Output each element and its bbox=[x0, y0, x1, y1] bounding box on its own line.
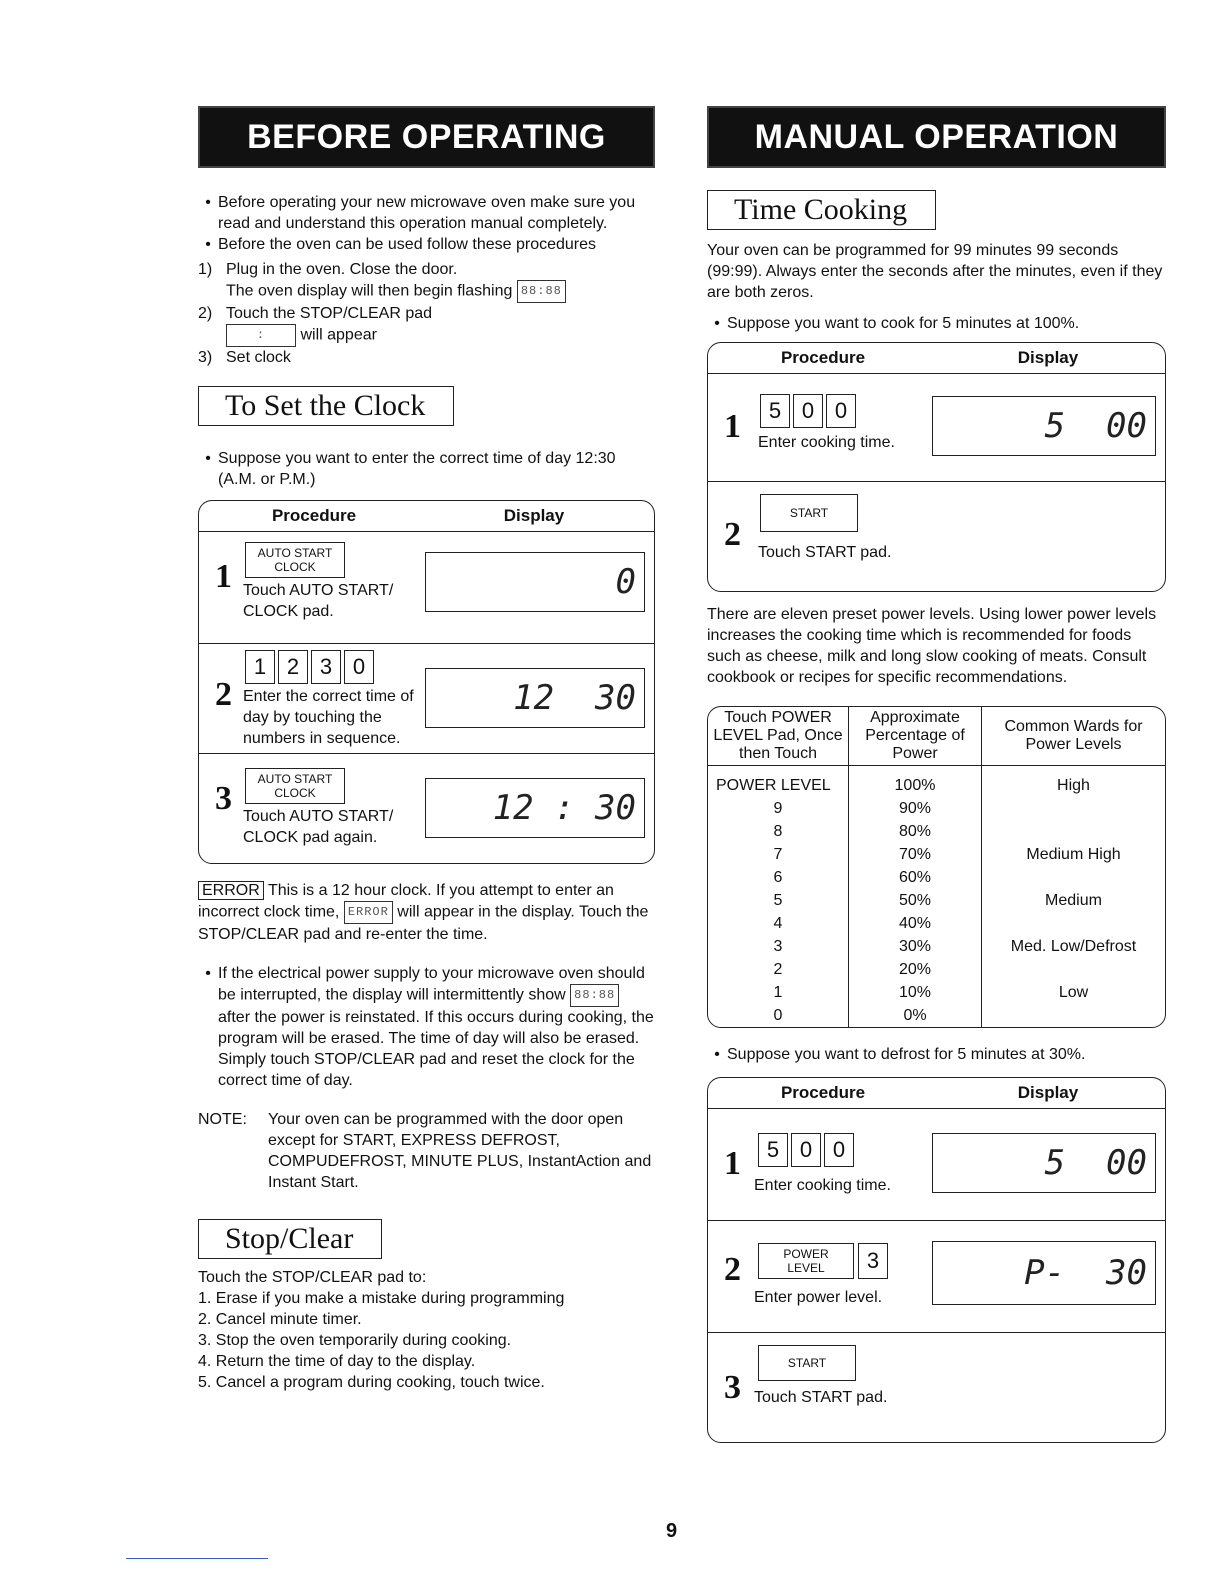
table-cell: 70% bbox=[849, 843, 982, 866]
table-row bbox=[708, 843, 1165, 866]
table-cell: 20% bbox=[849, 958, 982, 981]
table-cell: Low bbox=[1058, 984, 1089, 1001]
number-keys bbox=[245, 650, 374, 684]
number-key[interactable]: 0 bbox=[824, 1133, 854, 1167]
table-row bbox=[708, 889, 1165, 912]
defrost-step-3: 3 START Touch START pad. bbox=[708, 1333, 1165, 1443]
table-row bbox=[708, 797, 1165, 820]
left-column bbox=[198, 106, 655, 1393]
auto-start-clock-pad[interactable]: AUTO START CLOCK bbox=[245, 542, 345, 578]
table-cell: 40% bbox=[849, 912, 982, 935]
table-cell: 0% bbox=[849, 1004, 982, 1027]
procedure-header: Procedure Display bbox=[199, 501, 654, 532]
table-cell: Medium High bbox=[1026, 846, 1121, 863]
cook-procedure-box bbox=[707, 342, 1166, 592]
table-cell: 1 bbox=[708, 981, 849, 1004]
defrost-display-2: P- 30 bbox=[932, 1241, 1156, 1305]
table-cell: High bbox=[1057, 777, 1090, 794]
table-row bbox=[708, 912, 1165, 935]
cook-display-1: 5 00 bbox=[932, 396, 1156, 456]
number-keys bbox=[760, 394, 856, 428]
table-cell: 7 bbox=[708, 843, 849, 866]
page-number: 9 bbox=[666, 1520, 678, 1542]
table-cell: 60% bbox=[849, 866, 982, 889]
error-display: ERROR bbox=[344, 901, 393, 924]
intro-bullet: • Before the oven can be used follow these procedures bbox=[205, 236, 597, 253]
defrost-procedure-box bbox=[707, 1077, 1166, 1443]
table-cell bbox=[982, 820, 1166, 843]
flashing-display: 88:88 bbox=[517, 280, 566, 303]
power-interrupt-bullet: • If the electrical power supply to your microwave oven should be interrupted, the display will intermittently show 88:88 after the power is reinstated. If this occurs during cooking, the program will be erased. The time of day will also be erased. Simply touch STOP/CLEAR pad and reset the clock for the correct time of day. bbox=[205, 965, 654, 1089]
table-row bbox=[708, 981, 1165, 1004]
setup-step: 1) Plug in the oven. Close the door. bbox=[198, 261, 458, 278]
table-row bbox=[708, 935, 1165, 958]
stop-clear-item: 1. Erase if you make a mistake during programming bbox=[198, 1290, 565, 1307]
power-level-table bbox=[707, 706, 1166, 1028]
setup-step: 2) Touch the STOP/CLEAR pad bbox=[198, 305, 433, 322]
clock-display-3: 12 : 30 bbox=[425, 778, 645, 838]
intro-bullet: • Before operating your new microwave oven make sure you read and understand this operation manual completely. bbox=[205, 194, 636, 232]
table-cell: Medium bbox=[1045, 892, 1102, 909]
procedure-header: Procedure Display bbox=[708, 343, 1165, 374]
table-cell bbox=[982, 958, 1166, 981]
table-cell: 2 bbox=[708, 958, 849, 981]
right-column bbox=[707, 106, 1166, 1443]
note-paragraph: NOTE: Your oven can be programmed with the door open except for START, EXPRESS DEFROST, COMPUDEFROST, MINUTE PLUS, InstantAction and Instant Start. bbox=[198, 1111, 652, 1191]
cook-step-1: 1 5 0 0 Enter cooking time. 5 00 bbox=[708, 374, 1165, 482]
table-cell: 100% bbox=[849, 774, 982, 797]
manual-operation-banner: MANUAL OPERATION bbox=[707, 106, 1166, 168]
table-row bbox=[708, 1004, 1165, 1027]
number-key[interactable]: 5 bbox=[758, 1133, 788, 1167]
colon-display: : bbox=[226, 324, 296, 347]
number-key[interactable]: 0 bbox=[344, 650, 374, 684]
table-cell: 30% bbox=[849, 935, 982, 958]
setup-substep: : will appear bbox=[198, 324, 655, 347]
table-header: Touch POWER LEVEL Pad, Once then Touch bbox=[708, 707, 849, 766]
stop-clear-heading: Stop/Clear bbox=[198, 1219, 382, 1259]
time-cooking-intro: Your oven can be programmed for 99 minutes 99 seconds (99:99). Always enter the seconds after the minutes, even if they are both zeros. bbox=[707, 242, 1163, 301]
table-cell: 80% bbox=[849, 820, 982, 843]
stop-clear-intro: Touch the STOP/CLEAR pad to: bbox=[198, 1269, 427, 1286]
table-cell: 5 bbox=[708, 889, 849, 912]
stop-clear-item: 4. Return the time of day to the display. bbox=[198, 1353, 476, 1370]
number-key[interactable]: 0 bbox=[793, 394, 823, 428]
table-header: Approximate Percentage of Power bbox=[849, 707, 982, 766]
stop-clear-item: 3. Stop the oven temporarily during cooking. bbox=[198, 1332, 512, 1349]
number-key[interactable]: 3 bbox=[858, 1243, 888, 1279]
table-row bbox=[708, 866, 1165, 889]
table-cell: 3 bbox=[708, 935, 849, 958]
auto-start-clock-pad[interactable]: AUTO START CLOCK bbox=[245, 768, 345, 804]
stop-clear-item: 2. Cancel minute timer. bbox=[198, 1311, 362, 1328]
number-keys bbox=[758, 1133, 854, 1167]
table-cell bbox=[982, 1004, 1166, 1027]
table-cell: 9 bbox=[708, 797, 849, 820]
set-clock-heading: To Set the Clock bbox=[198, 386, 454, 426]
power-level-pad[interactable]: POWER LEVEL bbox=[758, 1243, 854, 1279]
clock-step-2: 2 1 2 3 0 Enter the correct time of day by touching the numbers in sequence. 12 30 bbox=[199, 644, 654, 754]
number-key[interactable]: 0 bbox=[791, 1133, 821, 1167]
table-cell: 8 bbox=[708, 820, 849, 843]
defrost-bullet: • Suppose you want to defrost for 5 minutes at 30%. bbox=[714, 1046, 1086, 1063]
table-cell: Med. Low/Defrost bbox=[1010, 938, 1137, 955]
table-cell: 90% bbox=[849, 797, 982, 820]
number-key[interactable]: 0 bbox=[826, 394, 856, 428]
footer-rule bbox=[126, 1558, 268, 1559]
cook-step-2: 2 START Touch START pad. bbox=[708, 482, 1165, 590]
defrost-step-1: 1 5 0 0 Enter cooking time. 5 00 bbox=[708, 1109, 1165, 1221]
setup-substep: The oven display will then begin flashing 88:88 bbox=[198, 280, 655, 303]
number-key[interactable]: 3 bbox=[311, 650, 341, 684]
cook-bullet: • Suppose you want to cook for 5 minutes at 100%. bbox=[714, 315, 1080, 332]
clock-bullet: • Suppose you want to enter the correct time of day 12:30 (A.M. or P.M.) bbox=[205, 450, 616, 488]
error-label: ERROR bbox=[198, 881, 264, 900]
start-pad[interactable]: START bbox=[760, 494, 858, 532]
setup-step: 3) Set clock bbox=[198, 349, 291, 366]
procedure-header: Procedure Display bbox=[708, 1078, 1165, 1109]
clock-display-2: 12 30 bbox=[425, 668, 645, 728]
table-cell: 50% bbox=[849, 889, 982, 912]
table-cell: 4 bbox=[708, 912, 849, 935]
table-header: Common Wards for Power Levels bbox=[1004, 718, 1143, 753]
table-cell: POWER LEVEL bbox=[708, 774, 849, 797]
clock-step-1: 1 AUTO START CLOCK Touch AUTO START/ CLOCK pad. 0 bbox=[199, 532, 654, 644]
clock-step-3: 3 AUTO START CLOCK Touch AUTO START/ CLOCK pad again. 12 : 30 bbox=[199, 754, 654, 864]
time-cooking-heading: Time Cooking bbox=[707, 190, 936, 230]
start-pad[interactable]: START bbox=[758, 1345, 856, 1381]
table-cell: 6 bbox=[708, 866, 849, 889]
number-key[interactable]: 5 bbox=[760, 394, 790, 428]
power-levels-text: There are eleven preset power levels. Using lower power levels increases the cooking time which is recommended for foods such as cheese, milk and long slow cooking of meats. Consult cookbook or recipes for specific recommendations. bbox=[707, 606, 1157, 686]
defrost-display-1: 5 00 bbox=[932, 1133, 1156, 1193]
number-key[interactable]: 1 bbox=[245, 650, 275, 684]
table-cell: 0 bbox=[708, 1004, 849, 1027]
error-paragraph: ERROR This is a 12 hour clock. If you attempt to enter an incorrect clock time, ERROR will appear in the display. Touch the STOP/CLEAR pad and re-enter the time. bbox=[198, 882, 649, 943]
stop-clear-item: 5. Cancel a program during cooking, touch twice. bbox=[198, 1374, 545, 1391]
number-key[interactable]: 2 bbox=[278, 650, 308, 684]
table-row bbox=[708, 820, 1165, 843]
table-row bbox=[708, 774, 1165, 797]
table-cell bbox=[982, 866, 1166, 889]
before-operating-banner: BEFORE OPERATING bbox=[198, 106, 655, 168]
clock-procedure-box bbox=[198, 500, 655, 864]
clock-display-1: 0 bbox=[425, 552, 645, 612]
table-cell bbox=[982, 797, 1166, 820]
table-row bbox=[708, 958, 1165, 981]
table-cell: 10% bbox=[849, 981, 982, 1004]
defrost-step-2: 2 POWER LEVEL 3 Enter power level. P- 30 bbox=[708, 1221, 1165, 1333]
table-cell bbox=[982, 912, 1166, 935]
interrupt-display: 88:88 bbox=[570, 984, 619, 1007]
